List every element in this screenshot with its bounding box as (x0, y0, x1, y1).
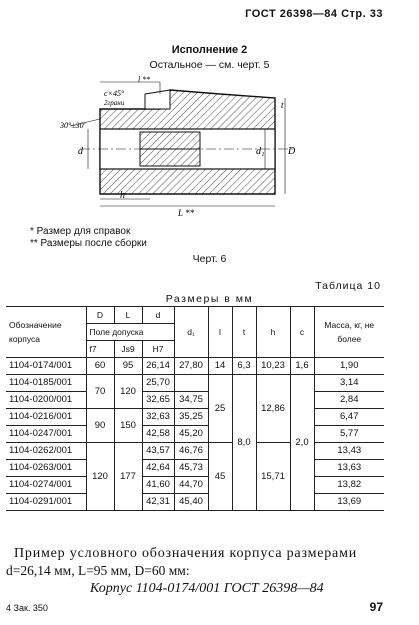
col-f7: f7 (86, 341, 114, 358)
col-h: h (256, 307, 290, 358)
table-cell: 10,23 (256, 358, 290, 375)
table-cell: 150 (114, 409, 142, 443)
label-D: D (288, 146, 296, 157)
col-L: L (114, 307, 142, 324)
section-subtitle: Остальное — см. черт. 5 (149, 59, 270, 71)
table-row (6, 392, 384, 409)
table-row (6, 494, 384, 511)
table-cell: 12,86 (256, 375, 290, 443)
table-cell: 46,76 (174, 443, 208, 460)
label-chamfer: c×45° (104, 89, 125, 98)
table-cell: 8,0 (232, 375, 256, 511)
table-cell: 45,20 (174, 426, 208, 443)
table-cell: 1,6 (290, 358, 314, 375)
label-d1: d₁ (256, 146, 265, 157)
table-row (6, 443, 384, 460)
table-row (6, 460, 384, 477)
section-title: Исполнение 2 (171, 44, 248, 56)
col-d: d (142, 307, 174, 324)
table-row (6, 477, 384, 494)
dimensions-table (6, 306, 384, 511)
footnote-2: ** Размеры после сборки (30, 238, 147, 249)
table-cell: 13,43 (314, 443, 384, 460)
table-cell: 45 (208, 443, 232, 511)
table-cell: 44,70 (174, 477, 208, 494)
table-row (6, 358, 384, 375)
col-d1: d₁ (174, 307, 208, 358)
table-cell: 42,31 (142, 494, 174, 511)
table-cell: 42,58 (142, 426, 174, 443)
figure-caption: Черт. 6 (192, 253, 227, 265)
table-cell: 42,64 (142, 460, 174, 477)
table-row (6, 426, 384, 443)
table-cell: 1,90 (314, 358, 384, 375)
table-cell: 70 (86, 375, 114, 409)
table-cell: 1104-0174/001 (6, 358, 86, 375)
table-cell: 60 (86, 358, 114, 375)
table-cell: 34,75 (174, 392, 208, 409)
table-cell: 1104-0262/001 (6, 443, 86, 460)
table-cell: 13,82 (314, 477, 384, 494)
col-l: l (208, 307, 232, 358)
table-cell: 45,73 (174, 460, 208, 477)
table-cell: 2,0 (290, 375, 314, 511)
table-cell: 1104-0200/001 (6, 392, 86, 409)
col-c: c (290, 307, 314, 358)
table-cell: 1104-0185/001 (6, 375, 86, 392)
table-cell: 1104-0274/001 (6, 477, 86, 494)
page-number: 97 (369, 600, 383, 614)
table-cell: 6,3 (232, 358, 256, 375)
table-cell: 14 (208, 358, 232, 375)
table-cell (174, 375, 208, 392)
table-label: Таблица 10 (315, 280, 381, 292)
table-cell: 43,57 (142, 443, 174, 460)
table-cell: 1104-0247/001 (6, 426, 86, 443)
col-mass: Масса, кг, не более (314, 307, 384, 358)
col-js9: Js9 (114, 341, 142, 358)
col-H7: H7 (142, 341, 174, 358)
table-cell: 1104-0216/001 (6, 409, 86, 426)
table-cell: 6,47 (314, 409, 384, 426)
table-cell: 26,14 (142, 358, 174, 375)
table-cell: 13,69 (314, 494, 384, 511)
table-cell: 1104-0291/001 (6, 494, 86, 511)
table-row (6, 375, 384, 392)
example-line-2: d=26,14 мм, L=95 мм, D=60 мм: (6, 563, 190, 578)
table-cell: 32,65 (142, 392, 174, 409)
label-L: L ** (178, 208, 195, 218)
table-cell: 27,80 (174, 358, 208, 375)
page-header: ГОСТ 26398—84 Стр. 33 (245, 8, 383, 20)
table-cell: 35,25 (174, 409, 208, 426)
label-edges: 2грани (104, 99, 125, 107)
table-cell: 95 (114, 358, 142, 375)
example-line-1: Пример условного обозначения корпуса размерами (14, 546, 358, 561)
table-cell: 1104-0263/001 (6, 460, 86, 477)
footer-order: 4 Зак. 350 (6, 603, 48, 613)
label-h: h (120, 190, 125, 201)
label-angle: 30°±30' (60, 121, 86, 130)
technical-drawing (60, 74, 360, 224)
table-cell: 25,70 (142, 375, 174, 392)
table-title: Размеры в мм (165, 293, 254, 305)
example-designation: Корпус 1104-0174/001 ГОСТ 26398—84 (90, 581, 324, 596)
table-cell: 45,40 (174, 494, 208, 511)
table-cell: 41,60 (142, 477, 174, 494)
table-cell: 15,71 (256, 443, 290, 511)
table-row (6, 409, 384, 426)
table-cell: 13,63 (314, 460, 384, 477)
table-cell: 177 (114, 443, 142, 511)
table-cell: 90 (86, 409, 114, 443)
label-t: t (281, 100, 284, 110)
table-cell: 25 (208, 375, 232, 443)
table-cell: 32,63 (142, 409, 174, 426)
table-cell: 120 (114, 375, 142, 409)
label-l-top: l ** (138, 75, 151, 84)
col-designation: Обозначение корпуса (6, 307, 86, 358)
footnote-1: * Размер для справок (30, 226, 131, 237)
table-cell: 2,84 (314, 392, 384, 409)
label-d: d (78, 146, 83, 157)
col-tolerance: Поле допуска (86, 324, 174, 341)
table-cell: 120 (86, 443, 114, 511)
col-t: t (232, 307, 256, 358)
col-D: D (86, 307, 114, 324)
table-cell: 3,14 (314, 375, 384, 392)
table-cell: 5,77 (314, 426, 384, 443)
